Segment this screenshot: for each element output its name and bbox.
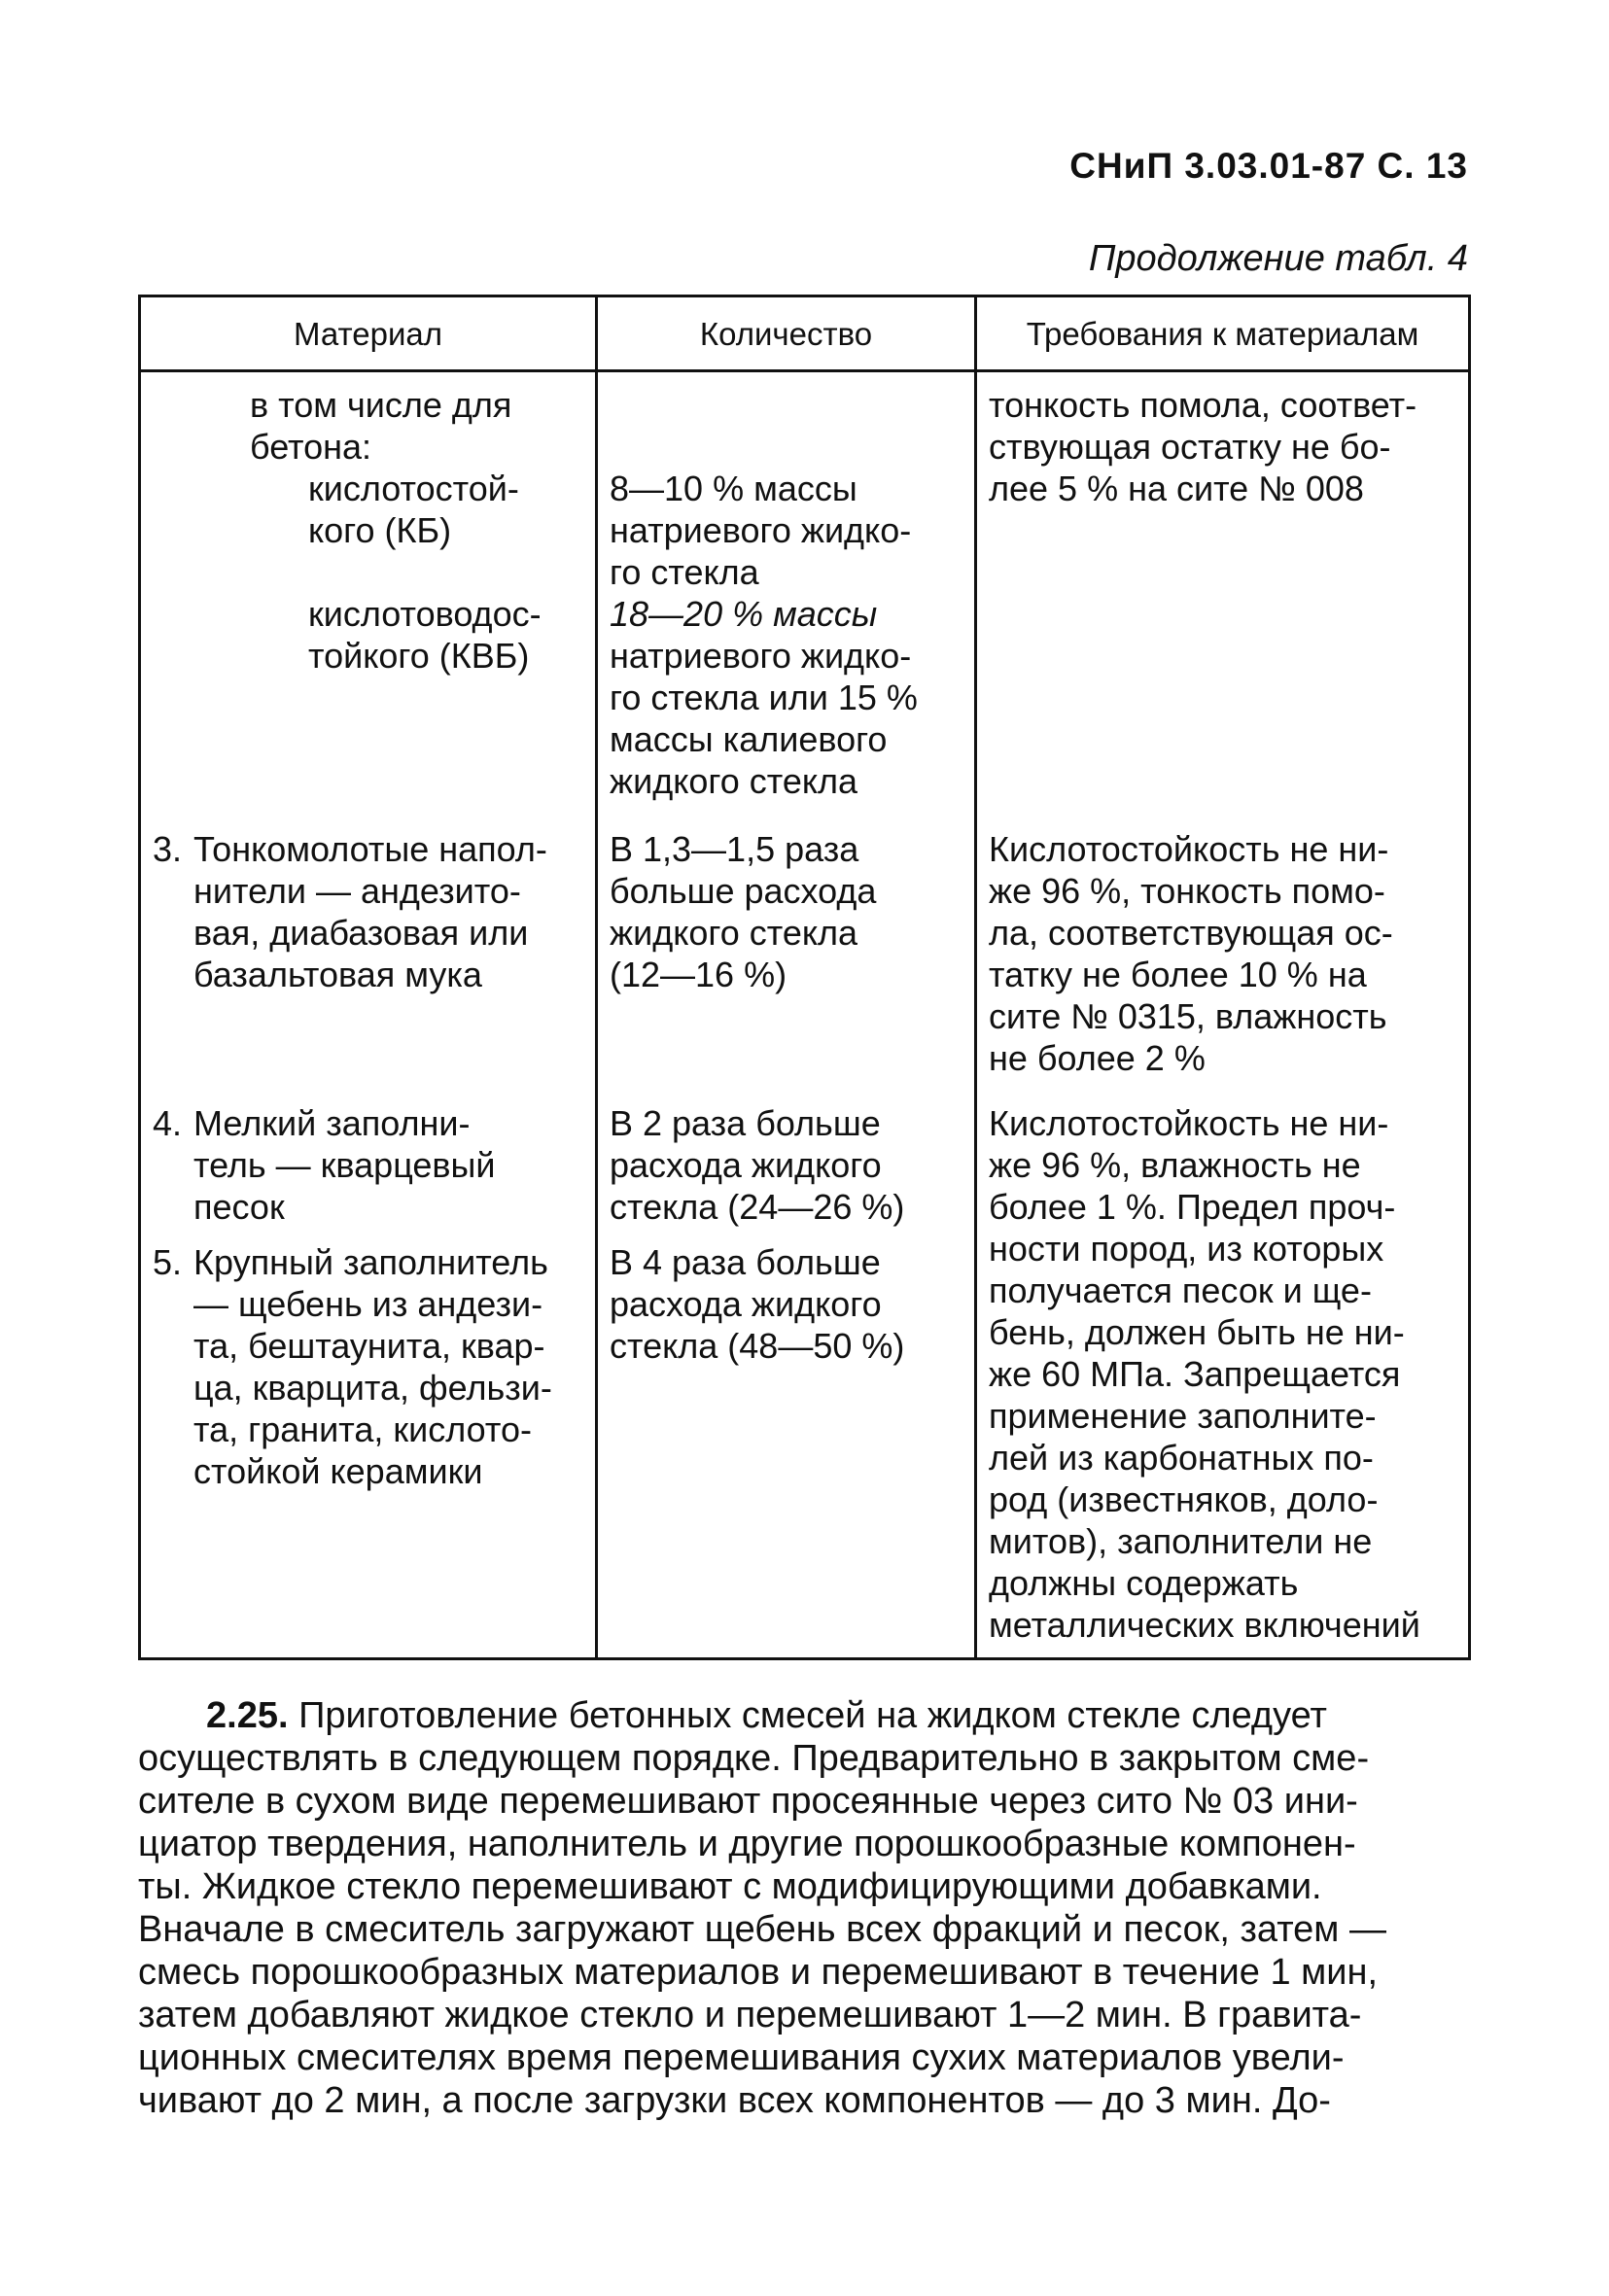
quantity-line: жидкого стекла: [610, 761, 858, 801]
requirements-line: более 1 %. Предел проч-: [989, 1186, 1396, 1227]
quantity-line: больше расхода: [610, 870, 877, 911]
material-line: кого (КБ): [308, 510, 452, 550]
material-line: песок: [193, 1186, 285, 1227]
requirements-line: сите № 0315, влажность: [989, 995, 1387, 1036]
quantity-line: жидкого стекла: [610, 912, 858, 953]
material-line: базальтовая мука: [193, 954, 482, 994]
clause-line: Вначале в смеситель загружают щебень всех фракций и песок, затем —: [138, 1909, 1386, 1950]
requirements-line: металлических включений: [989, 1604, 1420, 1645]
material-line: в том числе для: [250, 385, 512, 425]
quantity-line: стекла (48—50 %): [610, 1325, 905, 1366]
material-line: ца, кварцита, фельзи-: [193, 1367, 552, 1408]
quantity-line: В 2 раза больше: [610, 1102, 881, 1143]
requirements-line: тонкость помола, соответ-: [989, 385, 1417, 425]
clause-line: ционных смесителях время перемешивания сухих материалов увели-: [138, 2037, 1345, 2078]
requirements-line: получается песок и ще-: [989, 1270, 1372, 1310]
document-code-page-number: СНиП 3.03.01-87 С. 13: [1069, 146, 1468, 186]
material-cell: [140, 1093, 597, 1659]
requirements-line: лее 5 % на сите № 008: [989, 469, 1364, 508]
material-line: та, бештаунита, квар-: [193, 1325, 545, 1366]
material-cell: [140, 818, 597, 1093]
requirements-line: митов), заполнители не: [989, 1520, 1373, 1561]
quantity-cell: [597, 1093, 976, 1659]
item-number: 4.: [153, 1102, 183, 1143]
material-line: кислотостой-: [308, 469, 519, 508]
requirements-line: лей из карбонатных по-: [989, 1437, 1374, 1478]
clause-number: 2.25.: [206, 1695, 289, 1736]
column-header-material: Материал: [140, 296, 597, 371]
quantity-line: В 4 раза больше: [610, 1241, 881, 1282]
requirements-line: татку не более 10 % на: [989, 954, 1367, 994]
material-line: та, гранита, кислото-: [193, 1409, 532, 1449]
clause-first-line: [138, 1694, 1468, 1737]
clause-line: ты. Жидкое стекло перемешивают с модифицирующими добавками.: [138, 1866, 1322, 1907]
requirements-cell: [976, 371, 1470, 818]
item-number: 5.: [153, 1241, 183, 1282]
quantity-line: (12—16 %): [610, 954, 787, 994]
clause-line: затем добавляют жидкое стекло и перемешивают 1—2 мин. В гравита-: [138, 1995, 1362, 2035]
material-line: нители — андезито-: [193, 870, 521, 911]
quantity-line: го стекла или 15 %: [610, 678, 918, 717]
material-line: Тонкомолотые напол-: [193, 828, 547, 869]
requirements-line: же 60 МПа. Запрещается: [989, 1353, 1401, 1394]
requirements-line: ствующая остатку не бо-: [989, 427, 1391, 467]
requirements-line: же 96 %, влажность не: [989, 1144, 1361, 1185]
material-line: кислотоводос-: [308, 594, 542, 634]
requirements-line: ности пород, из которых: [989, 1228, 1384, 1269]
table-continuation-label: Продолжение табл. 4: [1088, 238, 1468, 279]
quantity-line: В 1,3—1,5 раза: [610, 828, 859, 869]
quantity-line: стекла (24—26 %): [610, 1186, 905, 1227]
material-line: Мелкий заполни-: [193, 1102, 471, 1143]
quantity-line: натриевого жидко-: [610, 510, 912, 550]
quantity-line: го стекла: [610, 552, 759, 592]
material-cell: [140, 371, 597, 818]
material-line: тель — кварцевый: [193, 1144, 496, 1185]
quantity-cell: [597, 818, 976, 1093]
quantity-cell: [597, 371, 976, 818]
requirements-cell: [976, 818, 1470, 1093]
quantity-line: 8—10 % массы: [610, 469, 857, 508]
material-line: стойкой керамики: [193, 1450, 483, 1491]
table-row: [140, 371, 1470, 818]
clause-line: смесь порошкообразных материалов и перемешивают в течение 1 мин,: [138, 1952, 1379, 1993]
requirements-cell: [976, 1093, 1470, 1659]
requirements-line: не более 2 %: [989, 1037, 1206, 1078]
table-row: [140, 818, 1470, 1093]
table-header-row: [140, 296, 1470, 371]
requirements-line: Кислотостойкость не ни-: [989, 828, 1389, 869]
clause-line: циатор твердения, наполнитель и другие порошкообразные компонен-: [138, 1824, 1356, 1864]
column-header-requirements: Требования к материалам: [976, 296, 1470, 371]
table-row: [140, 1093, 1470, 1659]
requirements-line: Кислотостойкость не ни-: [989, 1102, 1389, 1143]
clause-line: осуществлять в следующем порядке. Предварительно в закрытом сме-: [138, 1738, 1370, 1779]
requirements-line: должны содержать: [989, 1562, 1299, 1603]
clause-line: Приготовление бетонных смесей на жидком стекле следует: [298, 1695, 1327, 1736]
material-line: вая, диабазовая или: [193, 912, 529, 953]
clause-line: сителе в сухом виде перемешивают просеянные через сито № 03 ини-: [138, 1781, 1358, 1822]
quantity-line: расхода жидкого: [610, 1144, 882, 1185]
column-header-quantity: Количество: [597, 296, 976, 371]
quantity-line: расхода жидкого: [610, 1283, 882, 1324]
material-line: — щебень из андези-: [193, 1283, 543, 1324]
material-line: бетона:: [250, 427, 372, 467]
material-line: Крупный заполнитель: [193, 1241, 548, 1282]
requirements-line: же 96 %, тонкость помо-: [989, 870, 1385, 911]
requirements-line: бень, должен быть не ни-: [989, 1311, 1405, 1352]
clause-line: чивают до 2 мин, а после загрузки всех компонентов — до 3 мин. До-: [138, 2080, 1331, 2121]
quantity-line: натриевого жидко-: [610, 636, 912, 676]
requirements-line: применение заполните-: [989, 1395, 1377, 1436]
material-line: тойкого (КВБ): [308, 636, 530, 676]
item-number: 3.: [153, 828, 183, 869]
clause-paragraph: [138, 1694, 1468, 2122]
requirements-line: ла, соответствующая ос-: [989, 912, 1393, 953]
quantity-line: 18—20 % массы: [610, 594, 878, 634]
quantity-line: массы калиевого: [610, 719, 888, 759]
requirements-line: род (известняков, доло-: [989, 1478, 1379, 1519]
materials-table: [138, 295, 1471, 1660]
